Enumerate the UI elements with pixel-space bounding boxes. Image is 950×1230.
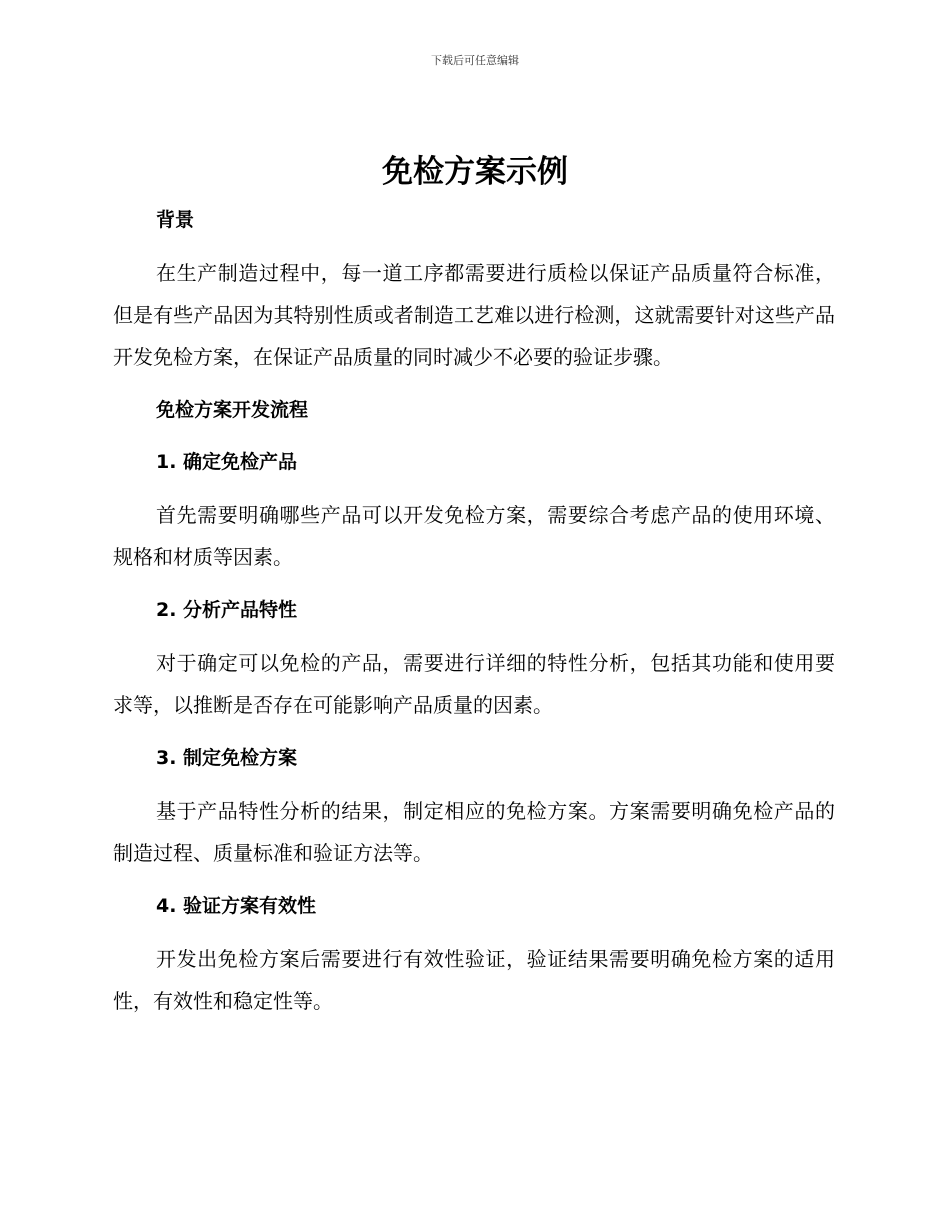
step-heading-3: 3. 制定免检方案: [156, 747, 298, 769]
section-heading-process: 免检方案开发流程: [156, 399, 309, 421]
step-body-4: 开发出免检方案后需要进行有效性验证，验证结果需要明确免检方案的适用性，有效性和稳定性等。: [113, 947, 835, 1013]
step-heading-4: 4. 验证方案有效性: [156, 895, 317, 917]
step-body-3: 基于产品特性分析的结果，制定相应的免检方案。方案需要明确免检产品的制造过程、质量标准和验证方法等。: [113, 799, 835, 865]
section-body-background: 在生产制造过程中，每一道工序都需要进行质检以保证产品质量符合标准，但是有些产品因为其特别性质或者制造工艺难以进行检测，这就需要针对这些产品开发免检方案，在保证产品质量的同时减少不必要的验证步骤。: [113, 261, 835, 369]
step-heading-2: 2. 分析产品特性: [156, 599, 298, 621]
step-body-1: 首先需要明确哪些产品可以开发免检方案，需要综合考虑产品的使用环境、规格和材质等因素。: [113, 503, 835, 569]
section-heading-background: 背景: [156, 209, 195, 231]
document-body: [113, 200, 835, 1022]
document-title: 免检方案示例: [382, 154, 568, 190]
header-note: 下载后可任意编辑: [431, 54, 519, 67]
step-body-2: 对于确定可以免检的产品，需要进行详细的特性分析，包括其功能和使用要求等，以推断是否存在可能影响产品质量的因素。: [113, 651, 835, 717]
step-heading-1: 1. 确定免检产品: [156, 451, 298, 473]
